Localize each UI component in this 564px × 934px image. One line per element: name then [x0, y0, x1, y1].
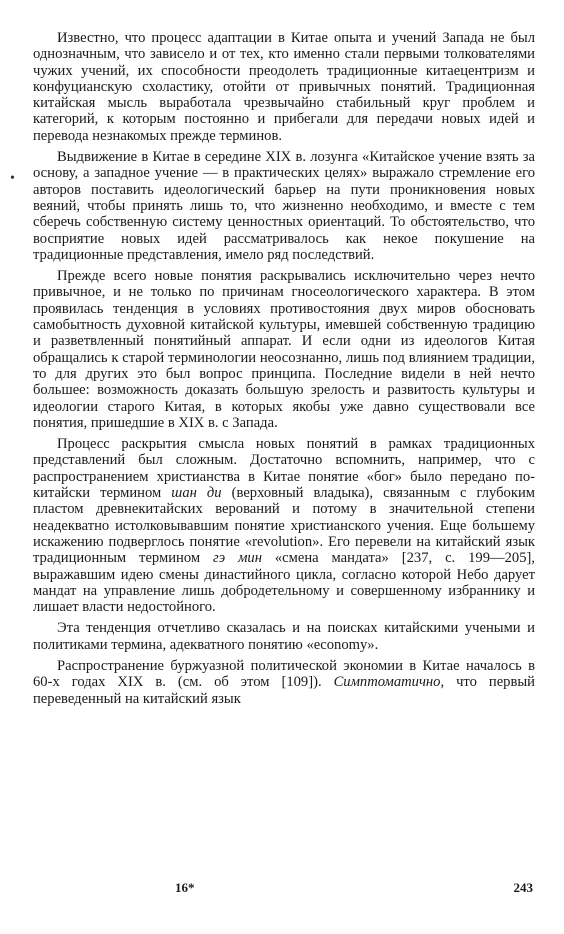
document-page: [33, 30, 535, 707]
paragraph-economy-term: Эта тенденция отчетливо сказалась и на поисках китайскими учеными и политиками термина, адекватного понятию «economy».: [33, 620, 535, 653]
page-footer: [33, 880, 535, 900]
paragraph-slogan: Выдвижение в Китае в середине XIX в. лозунга «Китайское учение взять за основу, а западное учение — в практических целях» выражало стремление его авторов поставить идеологический барьер на пути проникновения новых веяний, чтобы принять лишь то, что жизненно необходимо, и вместе с тем сберечь собственную систему ценностных ориентаций. То обстоятельство, что восприятие новых идей рассматривалось как некое покушение на традиционные представления, имело ряд последствий.: [33, 149, 535, 263]
paragraph-adaptation: Известно, что процесс адаптации в Китае опыта и учений Запада не был однозначным, что зависело и от тех, кто именно стали первыми толкователями чужих учений, их способности преодолеть традиционные китаецентризм и конфуцианскую схоластику, отойти от привычных понятий. Традиционная китайская мысль выработала чрезвычайно стабильный круг проблем и категорий, к которым постоянно и прибегали для передачи новых идей и перевода незнакомых прежде терминов.: [33, 30, 535, 144]
text-fragment: , что первый переведенный на китайский язык: [33, 674, 535, 707]
term-simptomatichno: Симптоматично: [333, 674, 441, 691]
term-ge-min: гэ мин: [213, 550, 262, 567]
text-fragment: «смена мандата» [237, с. 199—205], выражавшим идею смены династийного цикла, согласно которой Небо дарует мандат на управление лишь добродетельному и совершенному избраннику и лишает власти недостойного.: [33, 550, 535, 616]
text-fragment: Распространение буржуазной политической экономии в Китае началось в 60-х годах XIX в. (см. об этом [109]).: [33, 657, 535, 691]
text-fragment: Процесс раскрытия смысла новых понятий в рамках традиционных представлений был сложным. Достаточно вспомнить, например, что с распространением христианства в Китае понятие «бог» было передано по-китайски термином: [33, 436, 535, 502]
paragraph-new-concepts: Прежде всего новые понятия раскрывались исключительно через нечто привычное, и не только по причинам гносеологического характера. В этом проявилась тенденция в условиях противостояния двух миров обосновать самобытность духовной китайской культуры, имевшей собственную традицию и разветвленный понятийный аппарат. И если одни из идеологов Китая обращались к старой терминологии неосознанно, лишь под влиянием традиции, то для других это был вопрос принципа. Последние видели в ней нечто большее: возможность доказать большую зрелость и развитость культуры и идеологии старого Китая, в которых якобы уже давно существовали все понятия, пришедшие в XIX в. с Запада.: [33, 268, 535, 431]
margin-mark: •: [10, 171, 15, 186]
page-number: 243: [513, 880, 533, 895]
signature-mark: 16*: [175, 880, 195, 895]
paragraph-meaning-disclosure: [33, 436, 535, 615]
text-fragment: (верховный владыка), связанным с глубоким пластом древнекитайских верований и потому в значительной степени неадекватно истолковывавшим понятие христианского учения. Еще большему искажению подверглось понятие «revolution». Его перевели на китайский язык традиционным термином: [33, 485, 535, 567]
term-shan-di: шан ди: [171, 485, 222, 502]
paragraph-political-economy: [33, 658, 535, 707]
